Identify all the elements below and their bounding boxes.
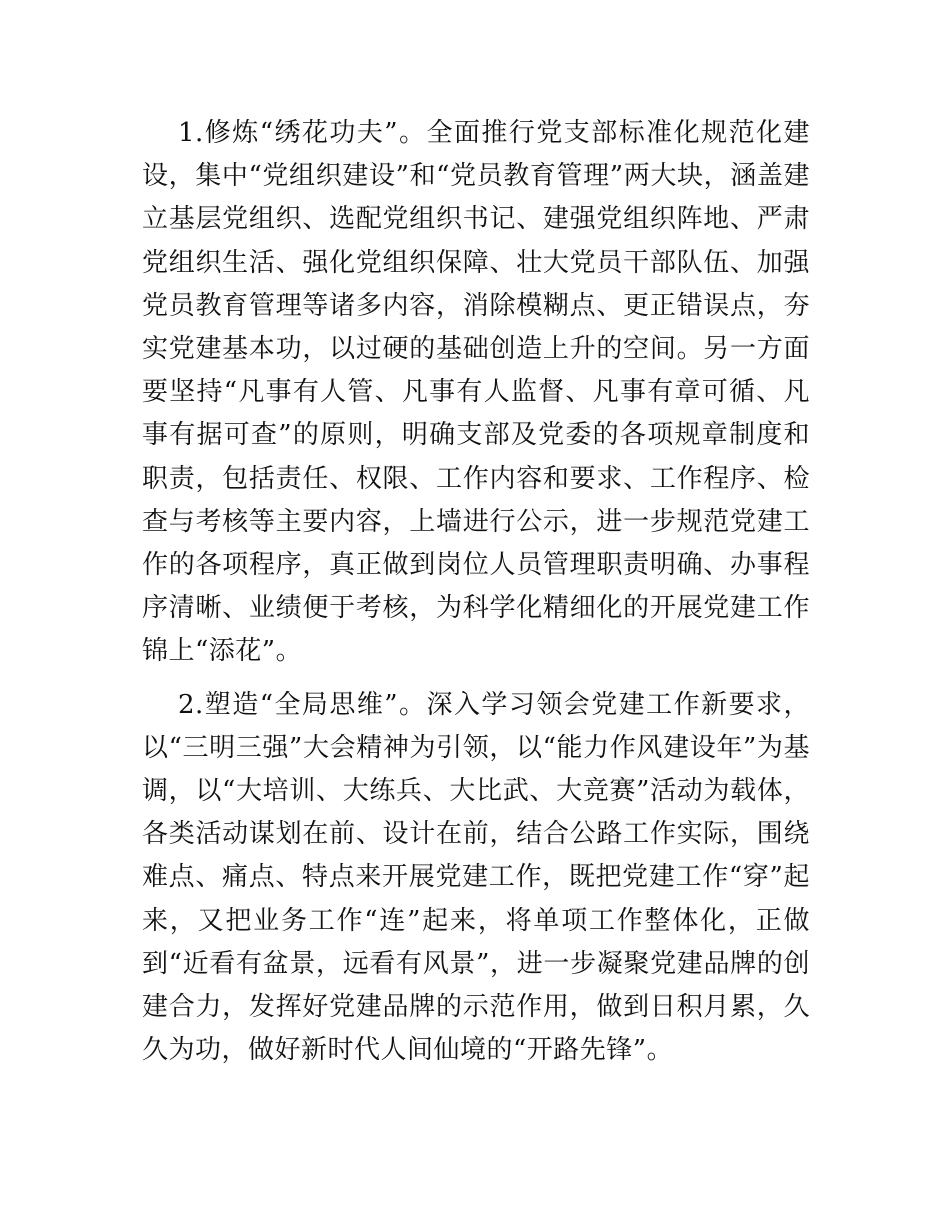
paragraph-global-thinking: 2.塑造“全局思维”。深入学习领会党建工作新要求，以“三明三强”大会精神为引领，以“能力作风建设年”为基调，以“大培训、大练兵、大比武、大竞赛”活动为载体，各类活动谋划在前、设计在前，结合公路工作实际，围绕难点、痛点、特点来开展党建工作，既把党建工作“穿”起来，又把业务工作“连”起来，将单项工作整体化，正做到“近看有盆景，远看有风景”，进一步凝聚党建品牌的创建合力，发挥好党建品牌的示范作用，做到日积月累，久久为功，做好新时代人间仙境的“开路先锋”。	[142, 689, 810, 1066]
paragraph-embroidery-skill: 1.修炼“绣花功夫”。全面推行党支部标准化规范化建设，集中“党组织建设”和“党员教育管理”两大块，涵盖建立基层党组织、选配党组织书记、建强党组织阵地、严肃党组织生活、强化党组织保障、壮大党员干部队伍、加强党员教育管理等诸多内容，消除模糊点、更正错误点，夯实党建基本功，以过硬的基础创造上升的空间。另一方面要坚持“凡事有人管、凡事有人监督、凡事有章可循、凡事有据可查”的原则，明确支部及党委的各项规章制度和职责，包括责任、权限、工作内容和要求、工作程序、检查与考核等主要内容，上墙进行公示，进一步规范党建工作的各项程序，真正做到岗位人员管理职责明确、办事程序清晰、业绩便于考核，为科学化精细化的开展党建工作锦上“添花”。	[142, 118, 810, 667]
document-page	[142, 112, 810, 1072]
